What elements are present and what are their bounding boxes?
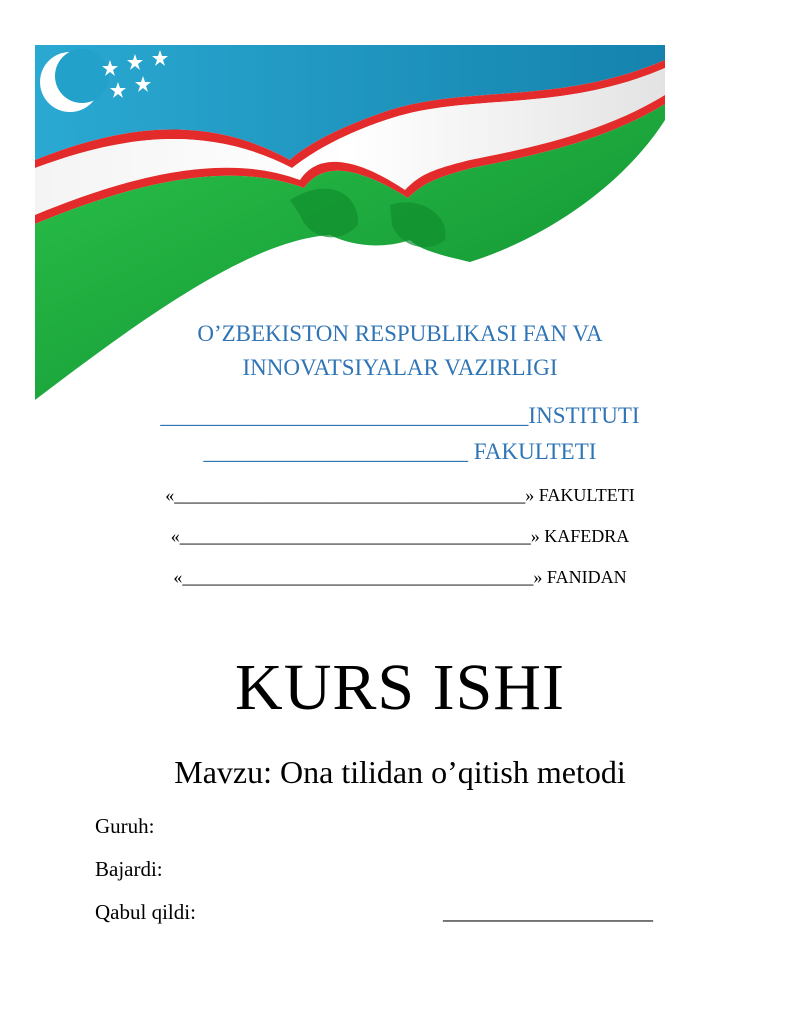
blank-faculty: «_______________________________________» FAKULTETI [165,485,635,505]
topic-line: Mavzu: Ona tilidan o’qitish metodi [174,754,626,790]
signature-line: ____________________ [443,900,653,924]
blank-department: «_______________________________________» KAFEDRA [170,526,630,546]
faculty-line: _______________________ FAKULTETI [203,439,597,464]
ministry-line-2: INNOVATSIYALAR VAZIRLIGI [242,355,558,380]
group-label: Guruh: [95,814,155,838]
done-by-label: Bajardi: [95,857,163,881]
accepted-by-label: Qabul qildi: [95,900,196,924]
document-title: KURS ISHI [235,651,565,724]
institute-line: ________________________________INSTITUTI [160,403,640,428]
blank-subject: «_______________________________________» FANIDAN [173,567,627,587]
ministry-line-1: O’ZBEKISTON RESPUBLIKASI FAN VA [197,321,603,346]
